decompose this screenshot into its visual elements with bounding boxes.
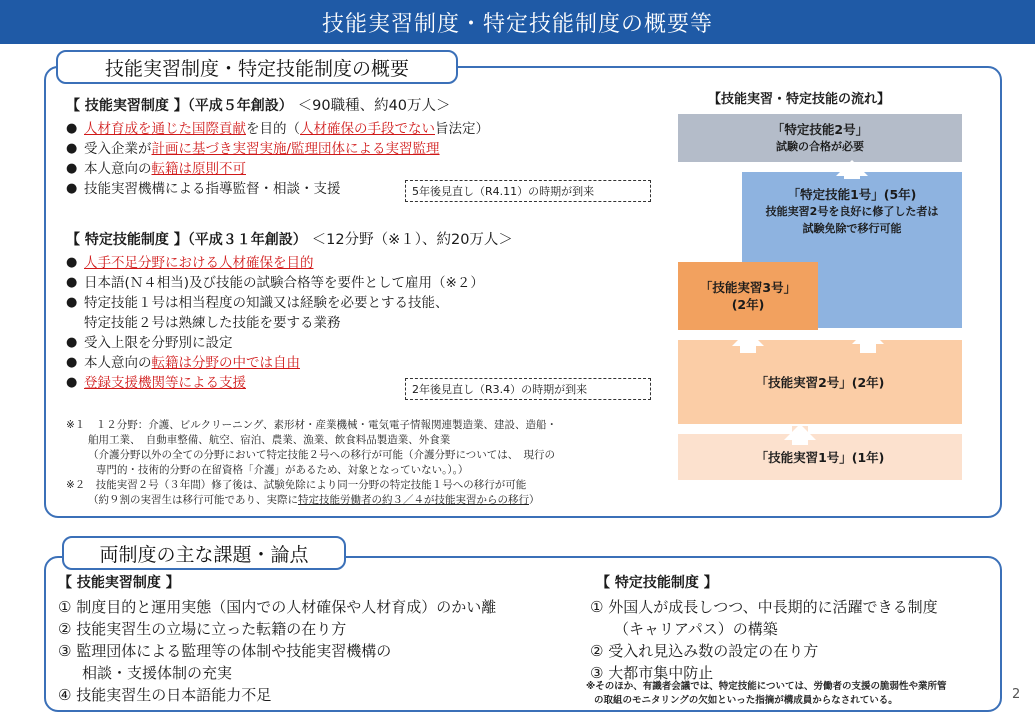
ssw-section	[66, 230, 666, 393]
tit-b1-mid: を目的（	[246, 121, 300, 137]
ssw-b1-red: 人手不足分野における人材確保を目的	[84, 255, 314, 271]
note-2b-ul: 特定技能労働者の約３／４が技能実習からの移行	[298, 494, 529, 506]
note-2b-pre: （約９割の実習生は移行可能であり、実際に	[88, 494, 298, 506]
tit-review-box: 5年後見直し（R4.11）の時期が到来	[405, 180, 651, 202]
ssw-bullet-2: ● 日本語(Ｎ４相当)及び技能の試験合格等を要件として雇用（※２）	[66, 275, 484, 291]
ssw-b2: 日本語(Ｎ４相当)及び技能の試験合格等を要件として雇用（※２）	[84, 275, 484, 291]
ssw-bullet-4: ● 受入上限を分野別に設定	[66, 335, 233, 351]
overview-panel-label: 技能実習制度・特定技能制度の概要	[56, 50, 458, 84]
flow-tit2-title: 「技能実習2号」(2年)	[755, 374, 885, 390]
tit-b1-red1: 人材育成を通じた国際貢献	[84, 121, 246, 137]
ssw-heading-title: 【 特定技能制度 】（平成３１年創設）	[66, 232, 307, 248]
tit-heading-meta: ＜90職種、約40万人＞	[297, 98, 451, 114]
ssw-b3b: 特定技能２号は熟練した技能を要する業務	[84, 315, 341, 331]
note-1d: 専門的・技術的分野の在留資格「介護」があるため、対象となっていない。）。）	[96, 464, 469, 476]
page-title: 技能実習制度・特定技能制度の概要等	[0, 0, 1035, 44]
notes	[66, 418, 676, 508]
ssw-b5-pre: 本人意向の	[84, 355, 152, 371]
tit-b3-pre: 本人意向の	[84, 161, 152, 177]
tit-bullet-1: ● 人材育成を通じた国際貢献を目的（人材確保の手段でない旨法定）	[66, 121, 489, 137]
tit-b4: 技能実習機構による指導監督・相談・支援	[84, 181, 341, 197]
issues-tit-item-3-cont: 相談・支援体制の充実	[82, 664, 233, 682]
ssw-bullet-6: ● 登録支援機関等による支援	[66, 375, 246, 391]
tit-b3-red: 転籍は原則不可	[151, 161, 246, 177]
flow-tit1-box	[678, 434, 962, 480]
flow-ssw2-sub: 試験の合格が必要	[776, 140, 864, 153]
issues-panel-label: 両制度の主な課題・論点	[62, 536, 346, 570]
tit-b1-red2: 人材確保の手段でない	[300, 121, 435, 137]
note-1a: ※１ １２分野：介護、ビルクリーニング、素形材・産業機械・電気電子情報関連製造業、建設、造船・	[66, 419, 557, 431]
issues-footnote-2: の取組のモニタリングの欠如といった指摘が構成員からなされている。	[594, 695, 898, 706]
ssw-b4: 受入上限を分野別に設定	[84, 335, 233, 351]
tit-b2-red: 計画に基づき実習実施/監理団体による実習監理	[151, 141, 440, 157]
flow-ssw2-box	[678, 114, 962, 162]
flow-tit3-title: 「技能実習3号」	[699, 280, 797, 295]
note-1c: （介護分野以外の全ての分野において特定技能２号への移行が可能（介護分野については、 現行の	[88, 449, 556, 461]
note-2b	[66, 493, 676, 508]
ssw-b3a: 特定技能１号は相当程度の知識又は経験を必要とする技能、	[84, 295, 449, 311]
issues-tit-item-4: ④ 技能実習生の日本語能力不足	[58, 686, 272, 704]
tit-heading	[66, 96, 666, 116]
tit-b2-pre: 受入企業が	[84, 141, 152, 157]
ssw-heading	[66, 230, 666, 250]
flow-tit2-box	[678, 340, 962, 424]
flow-title: 【技能実習・特定技能の流れ】	[708, 92, 891, 107]
flow-tit3-sub: (2年)	[731, 297, 765, 312]
issues-ssw-column	[590, 572, 1000, 684]
issues-tit-item-2: ② 技能実習生の立場に立った転籍の在り方	[58, 620, 347, 638]
issues-ssw-item-3: ③ 大都市集中防止	[590, 664, 714, 682]
issues-tit-item-1: ① 制度目的と運用実態（国内での人材確保や人材育成）のかい離	[58, 598, 497, 616]
issues-ssw-item-1: ① 外国人が成長しつつ、中長期的に活躍できる制度	[590, 598, 938, 616]
ssw-b5-red: 転籍は分野の中では自由	[151, 355, 300, 371]
tit-bullet-4: ● 技能実習機構による指導監督・相談・支援	[66, 181, 341, 197]
tit-b1-end: 旨法定）	[435, 121, 489, 137]
issues-tit-item-3: ③ 監理団体による監理等の体制や技能実習機構の	[58, 642, 392, 660]
issues-tit-column	[58, 572, 588, 706]
note-2b-end: ）	[529, 494, 540, 506]
note-2a: ※２ 技能実習２号（３年間）修了後は、試験免除により同一分野の特定技能１号への移行が可能	[66, 479, 527, 491]
page-number: 2	[1012, 687, 1021, 702]
issues-tit-heading: 【 技能実習制度 】	[58, 575, 180, 591]
flow-ssw1-sub2: 試験免除で移行可能	[802, 222, 902, 235]
ssw-bullet-5: ● 本人意向の転籍は分野の中では自由	[66, 355, 300, 371]
ssw-review-box: 2年後見直し（R3.4）の時期が到来	[405, 378, 651, 400]
ssw-bullet-1: ● 人手不足分野における人材確保を目的	[66, 255, 314, 271]
tit-bullet-3: ● 本人意向の転籍は原則不可	[66, 161, 246, 177]
flow-ssw1-sub1: 技能実習2号を良好に修了した者は	[765, 205, 939, 218]
flow-tit1-title: 「技能実習1号」(1年)	[755, 449, 885, 465]
ssw-bullet-3: ● 特定技能１号は相当程度の知識又は経験を必要とする技能、	[66, 295, 449, 311]
flow-ssw2-title: 「特定技能2号」	[771, 122, 869, 137]
ssw-heading-meta: ＜12分野（※１）、約20万人＞	[311, 232, 513, 248]
note-1b: 舶用工業、 自動車整備、航空、宿泊、農業、漁業、飲食料品製造業、外食業	[88, 434, 451, 446]
flow-ssw1-title: 「特定技能1号」(5年)	[787, 187, 917, 202]
tit-heading-title: 【 技能実習制度 】（平成５年創設）	[66, 98, 293, 114]
issues-ssw-item-1-cont: （キャリアパス）の構築	[614, 620, 778, 638]
tit-bullet-2: ● 受入企業が計画に基づき実習実施/監理団体による実習監理	[66, 141, 440, 157]
issues-footnote-1: ※そのほか、有識者会議では、特定技能については、労働者の支援の脆弱性や業所管	[586, 681, 947, 692]
issues-ssw-item-2: ② 受入れ見込み数の設定の在り方	[590, 642, 819, 660]
issues-footnote	[586, 680, 947, 708]
flow-tit3-box	[678, 262, 818, 330]
issues-ssw-heading: 【 特定技能制度 】	[596, 575, 718, 591]
ssw-b6-red: 登録支援機関等による支援	[84, 375, 246, 391]
